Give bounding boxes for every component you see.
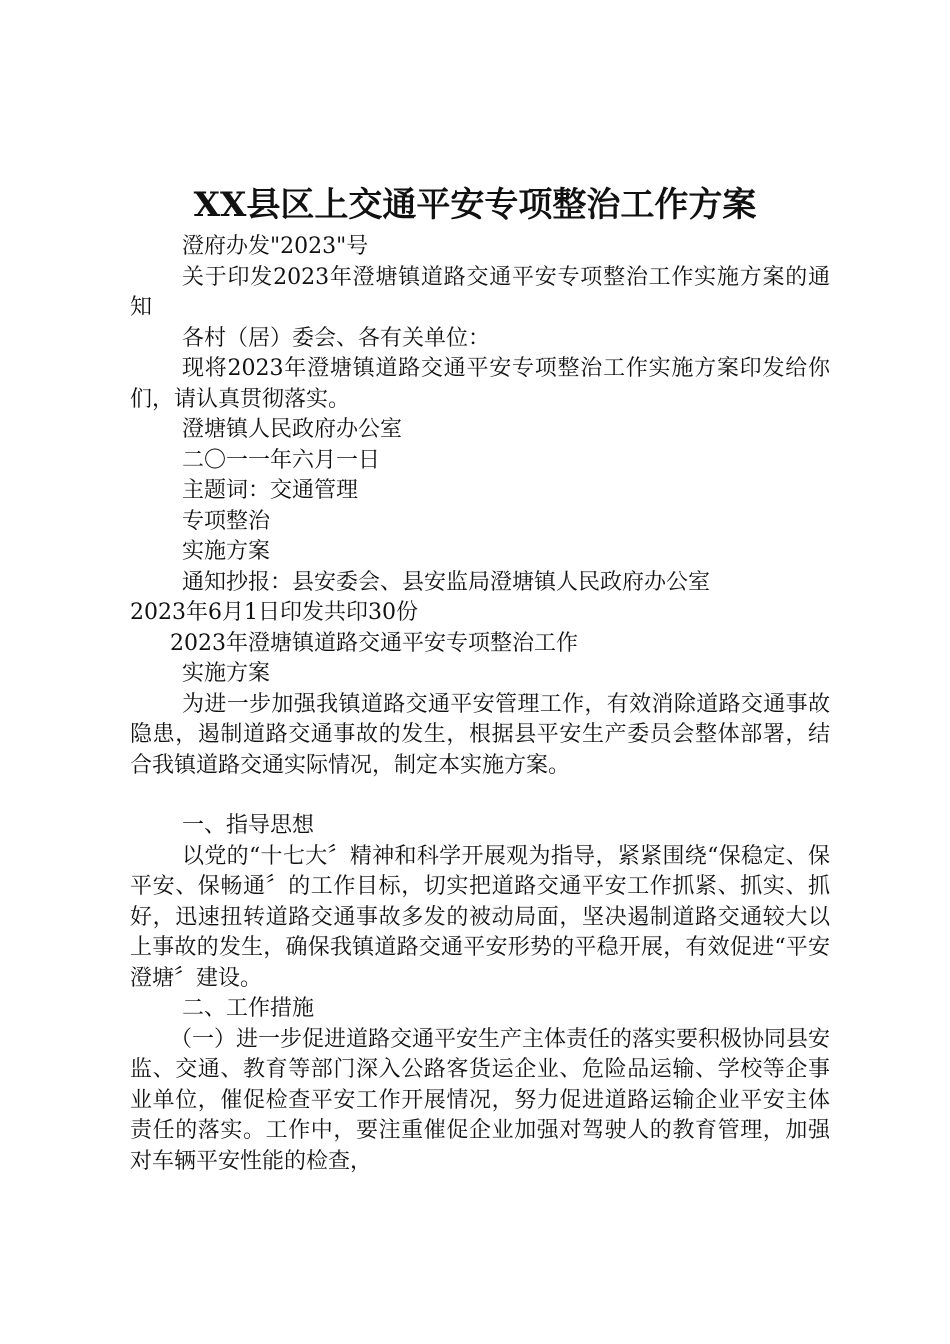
- subject-words: 主题词：交通管理: [182, 478, 359, 503]
- section-2-item-1: （一）进一步促进道路交通平安生产主体责任的落实要积极协同县安监、交通、教育等部门深入公路客货运企业、危险品运输、学校等企事业单位，催促检查平安工作开展情况，努力促进道路运输企业平安主体责任的落实。工作中，要注重催促企业加强对驾驶人的教育管理，加强对车辆平安性能的检查，: [130, 1026, 831, 1174]
- section-heading-1: 一、指导思想: [182, 813, 315, 838]
- copy-to: 通知抄报：县安委会、县安监局澄塘镇人民政府办公室: [182, 569, 711, 595]
- document-number: 澄府办发"2023"号: [182, 234, 369, 259]
- issuing-office: 澄塘镇人民政府办公室: [182, 417, 403, 442]
- section-1-body: 以党的“十七大〞精神和科学开展观为指导，紧紧围绕“保稳定、保平安、保畅通〞的工作目标，切实把道路交通平安工作抓紧、抓实、抓好，迅速扭转道路交通事故多发的被动局面，坚决遏制道路交通较大以上事故的发生，确保我镇道路交通平安形势的平稳开展，有效促进“平安澄塘〞建设。: [130, 843, 830, 991]
- section-heading-2: 二、工作措施: [182, 996, 315, 1021]
- document-title: XX县区上交通平安专项整治工作方案: [193, 185, 757, 225]
- paragraph-gap: [130, 781, 830, 811]
- recipients: 各村（居）委会、各有关单位：: [182, 325, 491, 351]
- document-body: [130, 232, 830, 1177]
- notice-body: 现将2023年澄塘镇道路交通平安专项整治工作实施方案印发给你们，请认真贯彻落实。: [130, 356, 830, 412]
- subject-word-2: 专项整治: [182, 508, 271, 534]
- notice-title: 关于印发2023年澄塘镇道路交通平安专项整治工作实施方案的通知: [130, 264, 830, 320]
- issue-date: 二〇一一年六月一日: [182, 447, 381, 473]
- print-info: 2023年6月1日印发共印30份: [130, 600, 418, 625]
- plan-intro: 为进一步加强我镇道路交通平安管理工作，有效消除道路交通事故隐患，遏制道路交通事故的发生，根据县平安生产委员会整体部署，结合我镇道路交通实际情况，制定本实施方案。: [130, 691, 830, 778]
- plan-title-line-2: 实施方案: [182, 661, 271, 686]
- subject-word-3: 实施方案: [182, 539, 271, 564]
- plan-title-line-1: 2023年澄塘镇道路交通平安专项整治工作: [170, 630, 578, 656]
